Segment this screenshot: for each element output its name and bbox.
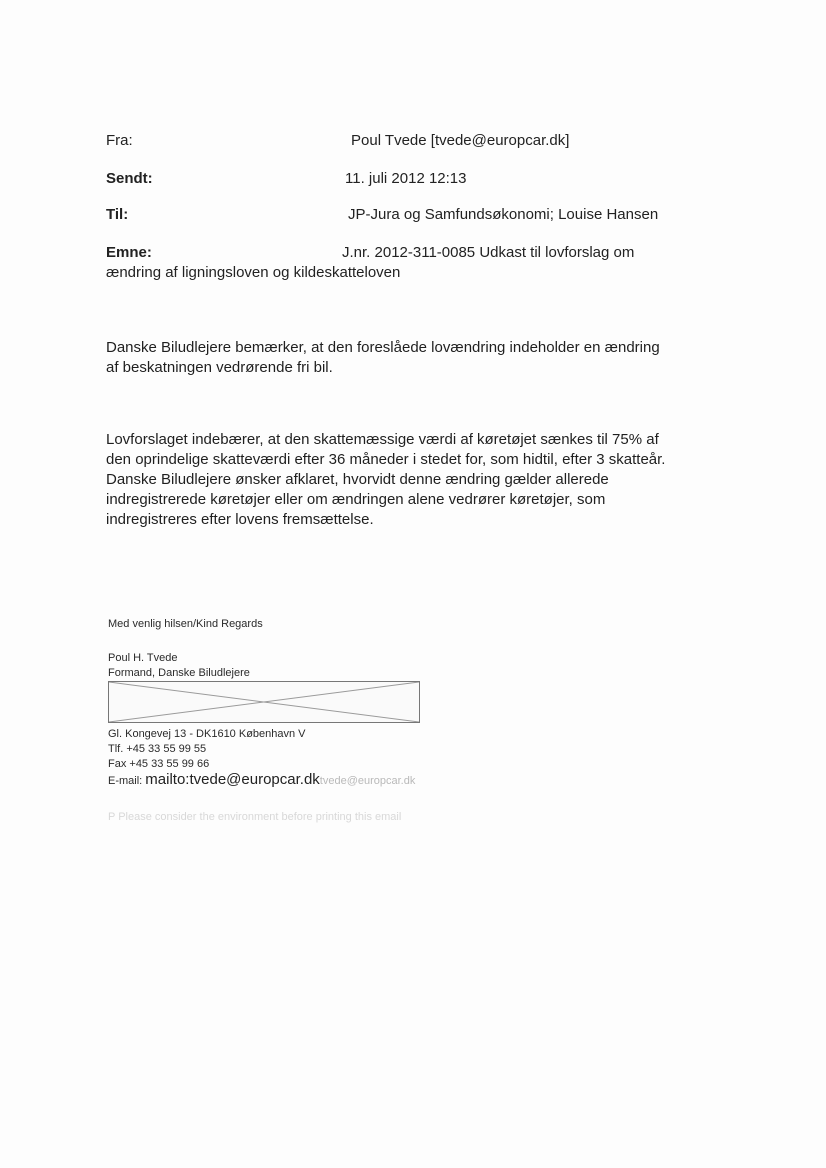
to-label: Til: bbox=[106, 206, 129, 223]
signature-title: Formand, Danske Biludlejere bbox=[108, 667, 250, 679]
signature-greeting: Med venlig hilsen/Kind Regards bbox=[108, 618, 263, 630]
from-value: Poul Tvede [tvede@europcar.dk] bbox=[351, 132, 570, 149]
subject-value-continued: ændring af ligningsloven og kildeskatteloven bbox=[106, 264, 401, 281]
paragraph-2-line: Lovforslaget indebærer, at den skattemæssige værdi af køretøjet sænkes til 75% af bbox=[106, 431, 659, 448]
to-value: JP-Jura og Samfundsøkonomi; Louise Hansen bbox=[348, 206, 659, 223]
signature-name: Poul H. Tvede bbox=[108, 652, 178, 664]
paragraph-2-line: den oprindelige skatteværdi efter 36 måneder i stedet for, som hidtil, efter 3 skatteår. bbox=[106, 451, 666, 468]
email-label: E-mail: bbox=[108, 775, 143, 787]
sent-label: Sendt: bbox=[106, 170, 153, 187]
signature-address: Gl. Kongevej 13 - DK1610 København V bbox=[108, 728, 306, 740]
broken-logo-image bbox=[108, 681, 420, 723]
sent-value: 11. juli 2012 12:13 bbox=[345, 170, 467, 187]
broken-image-icon bbox=[109, 682, 419, 722]
paragraph-2-line: Danske Biludlejere ønsker afklaret, hvorvidt denne ændring gælder allerede bbox=[106, 471, 609, 488]
paragraph-2-line: indregistreres efter lovens fremsættelse. bbox=[106, 511, 374, 528]
paragraph-1-line: Danske Biludlejere bemærker, at den foreslåede lovændring indeholder en ændring bbox=[106, 339, 660, 356]
from-label: Fra: bbox=[106, 132, 133, 149]
subject-label: Emne: bbox=[106, 244, 152, 261]
signature-fax: Fax +45 33 55 99 66 bbox=[108, 758, 210, 770]
signature-phone: Tlf. +45 33 55 99 55 bbox=[108, 743, 207, 755]
email-mailto-link[interactable]: mailto:tvede@europcar.dk bbox=[145, 771, 320, 788]
body-paragraph-1 bbox=[106, 338, 746, 378]
environment-note: P Please consider the environment before printing this email bbox=[108, 811, 402, 823]
email-faint-text: tvede@europcar.dk bbox=[319, 775, 416, 787]
subject-value: J.nr. 2012-311-0085 Udkast til lovforslag om bbox=[342, 244, 635, 261]
body-paragraph-2 bbox=[106, 430, 746, 530]
paragraph-2-line: indregistrerede køretøjer eller om ændringen alene vedrører køretøjer, som bbox=[106, 491, 606, 508]
signature-email-row bbox=[108, 773, 415, 788]
paragraph-1-line: af beskatningen vedrørende fri bil. bbox=[106, 359, 333, 376]
